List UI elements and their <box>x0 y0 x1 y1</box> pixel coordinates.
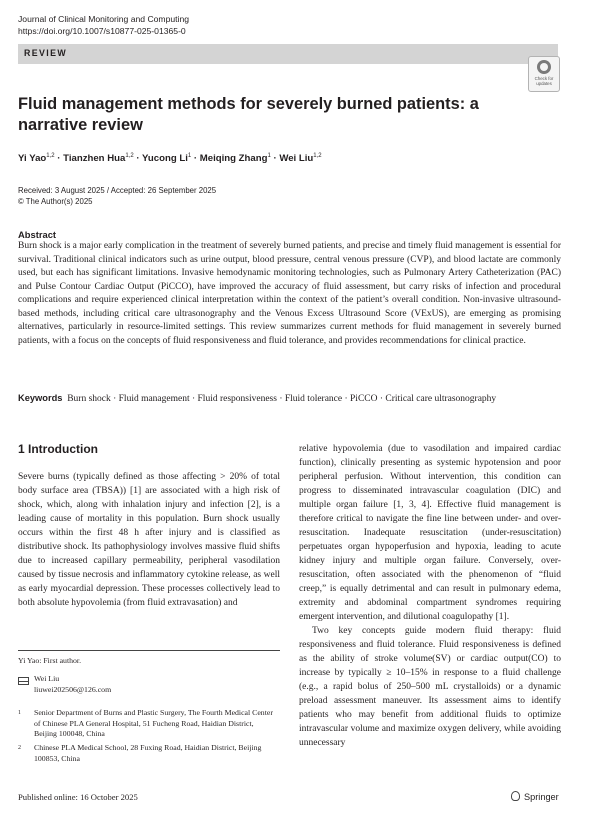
author-separator: · <box>133 153 143 165</box>
abstract-text: Burn shock is a major early complication in the treatment of severely burned patients, and precise and timely fluid management is essential for survival. Traditional clinical indicators such as urine output, blood pressure, central venous pressure (CVP), and blood lactate are commonly used, but each has significant limitations. Invasive hemodynamic monitoring technologies, such as Pulmonary Artery Catheterization (PAC) and Pulse Contour Cardiac Output (PiCCO), have improved the accuracy of fluid assessment, but carry risks of infection and procedural complications and require experienced clinical interpretation within the context of the patient’s overall condition. Non-invasive ultrasound-based methods, including critical care ultrasonography and the Venous Excess Ultrasound Score (VExUS), are emerging as promising alternatives, particularly in resource-limited settings. This review summarizes current methods for fluid management in severely burned patients, with a focus on the concepts of fluid responsiveness and fluid tolerance, and provides recommendations for clinical practice. <box>18 241 561 346</box>
first-author-note: Yi Yao: First author. <box>18 656 82 665</box>
received-accepted: Received: 3 August 2025 / Accepted: 26 September 2025 <box>18 186 217 195</box>
keywords <box>18 392 538 406</box>
affiliation-number: 1 <box>18 710 21 716</box>
abstract-heading: Abstract <box>18 229 57 240</box>
contact-name: Wei Liu <box>34 674 60 683</box>
corresponding-author <box>34 674 111 695</box>
section-heading: 1 Introduction <box>18 442 98 456</box>
author-name[interactable]: Yucong Li <box>142 153 188 165</box>
publisher-logo <box>511 791 559 802</box>
affiliation-1: Senior Department of Burns and Plastic Surgery, The Fourth Medical Center of Chinese PLA General Hospital, 51 Fucheng Road, Haidian District, Beijing 100048, China <box>34 708 273 738</box>
article-title: Fluid management methods for severely burned patients: a narrative review <box>18 95 479 134</box>
author-affiliation-sup: 1 <box>267 153 271 159</box>
email-icon <box>18 677 29 685</box>
footnote-divider <box>18 650 280 651</box>
author-name[interactable]: Meiqing Zhang <box>199 153 268 165</box>
author-name[interactable]: Yi Yao <box>18 153 47 165</box>
author-name[interactable]: Wei Liu <box>279 153 314 165</box>
author-separator: · <box>54 153 64 165</box>
author-affiliation-sup: 1,2 <box>313 153 322 159</box>
author-affiliation-sup: 1,2 <box>46 153 55 159</box>
intro-column-left: Severe burns (typically defined as those affecting > 20% of total body surface area (TBSA)) [1] are associated with a high risk of shock, which, along with inhalation injury and infection [2], is a leading cause of mortality in this population. Burn shock usually occurs within the first 48 h after injury and is classified as distributive shock. Its pathophysiology involves massive fluid shifts due to increased capillary permeability, peripheral vasodilation caused by tissue necrosis and inflammatory cytokine release, as well as early myocardial depression. These processes collectively lead to both absolute hypovolemia (from fluid extravasation) and <box>18 472 280 608</box>
check-for-updates-badge[interactable] <box>528 56 560 92</box>
intro-paragraph: Two key concepts guide modern fluid therapy: fluid responsiveness and fluid tolerance. Fluid responsiveness is defined as the ability of stroke volume(SV) or cardiac output(CO) to increase by typically ≥ 10–15% in response to a fluid challenge (e.g., a rapid bolus of 250–500 mL crystalloids) or a dynamic preload assessment maneuver. Its assessment aims to identify patients who may benefit from additional fluids to optimize intravascular volume and maximize oxygen delivery, while avoiding unnecessary <box>299 626 561 748</box>
article-type-label: REVIEW <box>24 48 68 58</box>
keywords-text: Burn shock · Fluid management · Fluid responsiveness · Fluid tolerance · PiCCO · Critical care ultrasonography <box>67 394 497 404</box>
author-separator: · <box>191 153 200 165</box>
copyright: © The Author(s) 2025 <box>18 197 93 206</box>
badge-line-1: Check for <box>534 76 554 81</box>
author-affiliation-sup: 1,2 <box>125 153 134 159</box>
journal-header <box>18 13 189 37</box>
published-date: Published online: 16 October 2025 <box>18 792 138 802</box>
intro-paragraph: relative hypovolemia (due to vasodilation and impaired cardiac function), clinically presenting as systemic hypotension and poor peripheral perfusion. Without intervention, this condition can progress to disseminated intravascular coagulation (DIC) and multiple organ failure [1, 3, 4]. Effective fluid management is therefore critical to navigate the fine line between under- and over-resuscitation. Inadequate resuscitation (under-resuscitation) perpetuates organ hypoperfusion and hypoxia, leading to acute kidney injury and multiple organ failure. Conversely, over-resuscitation, often associated with the phenomenon of “fluid creep,” is equally detrimental and can result in pulmonary edema, extremity and abdominal compartment syndromes requiring emergent intervention, and dilutional coagulopathy [1]. <box>299 444 561 622</box>
author-separator: · <box>270 153 280 165</box>
article-dates <box>18 185 216 207</box>
journal-name: Journal of Clinical Monitoring and Computing <box>18 14 190 24</box>
springer-horse-icon <box>511 791 520 801</box>
author-list <box>18 150 322 165</box>
badge-line-2: updates <box>536 81 552 86</box>
update-icon <box>537 60 551 74</box>
doi-link[interactable]: https://doi.org/10.1007/s10877-025-01365-0 <box>18 26 186 36</box>
affiliation-2: Chinese PLA Medical School, 28 Fuxing Road, Haidian District, Beijing 100853, China <box>34 743 262 763</box>
intro-column-right <box>299 442 561 750</box>
article-type-bar <box>18 44 558 64</box>
affiliation-number: 2 <box>18 745 21 751</box>
contact-email[interactable]: liuwei202506@126.com <box>34 684 112 694</box>
keywords-label: Keywords <box>18 393 63 403</box>
author-affiliation-sup: 1 <box>187 153 192 159</box>
publisher-name: Springer <box>524 792 559 802</box>
author-name[interactable]: Tianzhen Hua <box>63 153 126 165</box>
